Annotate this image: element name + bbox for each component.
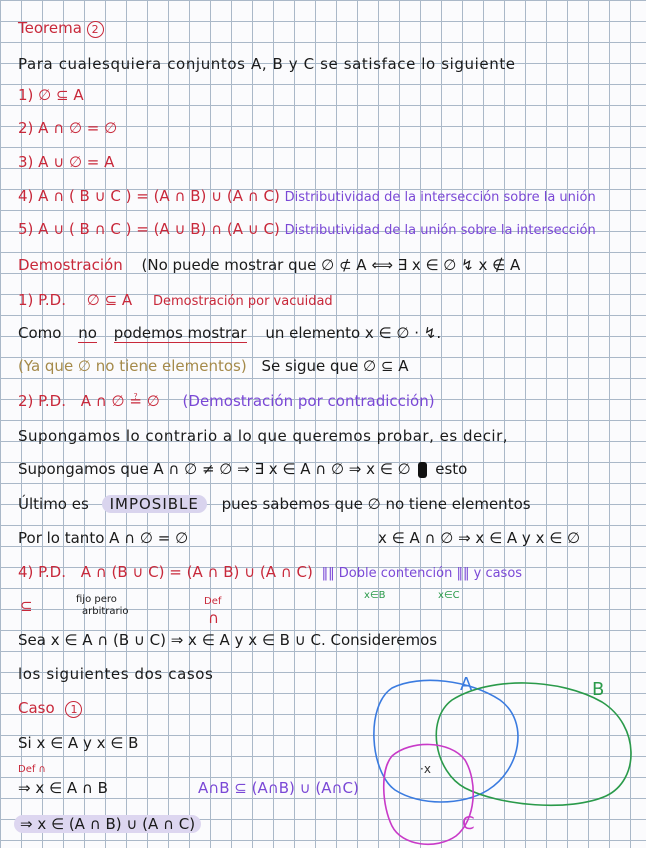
title-number: 2 [87,21,104,38]
un-elemento: un elemento x ∈ ∅ · ↯. [265,324,442,342]
caso-number: 1 [65,701,82,718]
ya-que: (Ya que ∅ no tiene elementos) [18,357,247,375]
pd2-expr: A ∩ ∅ ≟ ∅ [80,392,160,410]
si-line: Si x ∈ A y x ∈ B [18,734,139,752]
xeb-note: x∈B [364,590,386,601]
pd2-method: (Demostración por contradicción) [182,392,435,410]
no-word: no [78,324,97,342]
demo-label: Demostración [18,256,123,274]
intro-line: Para cualesquiera conjuntos A, B y C se satisface lo siguiente [18,55,516,73]
demo-note: (No puede mostrar que ∅ ⊄ A ⟺ ∃ x ∈ ∅ ↯ x ∉ A [141,256,521,274]
venn-set-b [436,683,631,805]
fijo-text: fijo pero [76,594,117,605]
venn-point-x: ·x [420,762,431,776]
sup2-end: esto [435,460,468,478]
venn-set-c [384,744,473,844]
ultimo-a: Último es [18,495,89,513]
subset-mark: ⊆ [20,597,33,615]
caso-label: Caso [18,699,55,717]
venn-set-a [374,680,518,802]
por-lo-right: x ∈ A ∩ ∅ ⇒ x ∈ A y x ∈ ∅ [378,529,581,547]
sea-line: Sea x ∈ A ∩ (B ∪ C) ⇒ x ∈ A y x ∈ B ∪ C. Consideremos [18,631,438,649]
imposible-word: IMPOSIBLE [102,495,207,513]
venn-label-c: C [462,813,475,834]
title-text: Teorema [18,19,82,37]
def-label: Def [204,596,222,607]
pd2-label: 2) P.D. [18,392,66,410]
por-lo-tanto: Por lo tanto A ∩ ∅ = ∅ [18,529,189,547]
imp1-line: ⇒ x ∈ A ∩ B [18,779,108,797]
prop-3: 3) A ∪ ∅ = A [18,153,115,171]
ultimo-b: pues sabemos que ∅ no tiene elementos [221,495,531,513]
cap-mark: ∩ [208,609,219,627]
def-cap-label: Def ∩ [18,764,46,775]
venn-label-b: B [592,679,605,700]
prop-5: 5) A ∪ ( B ∩ C ) = (A ∪ B) ∩ (A ∪ C) [18,220,280,238]
prop-4: 4) A ∩ ( B ∪ C ) = (A ∩ B) ∪ (A ∩ C) [18,187,280,205]
venn-label-a: A [460,674,473,695]
xec-note: x∈C [438,590,460,601]
sup1-line: Supongamos lo contrario a lo que queremos probar, es decir, [18,427,509,445]
prop-5-note: Distributividad de la unión sobre la intersección [284,223,596,238]
prop-1: 1) ∅ ⊆ A [18,86,84,104]
pd4-expr: A ∩ (B ∪ C) = (A ∩ B) ∪ (A ∩ C) [80,563,313,581]
podemos-words: podemos mostrar [113,324,247,342]
imp1-note: A∩B ⊆ (A∩B) ∪ (A∩C) [198,779,359,797]
pd4-label: 4) P.D. [18,563,66,581]
pd1-label: 1) P.D. [18,291,66,309]
se-sigue: Se sigue que ∅ ⊆ A [261,357,409,375]
como-word: Como [18,324,62,342]
arbitrario-text: arbitrario [82,606,129,617]
pd1-expr: ∅ ⊆ A [86,291,133,309]
sup2-text: Supongamos que A ∩ ∅ ≠ ∅ ⇒ ∃ x ∈ A ∩ ∅ ⇒ x ∈ ∅ [18,460,411,478]
prop-2: 2) A ∩ ∅ = ∅ [18,119,118,137]
los-siguientes: los siguientes dos casos [18,665,214,683]
pd1-method: Demostración por vacuidad [152,294,333,309]
pd4-note: ‖‖ Doble contención ‖‖ y casos [321,566,523,581]
imp2-text: ⇒ x ∈ (A ∩ B) ∪ (A ∩ C) [14,815,201,833]
prop-4-note: Distributividad de la intersección sobre la unión [284,190,596,205]
